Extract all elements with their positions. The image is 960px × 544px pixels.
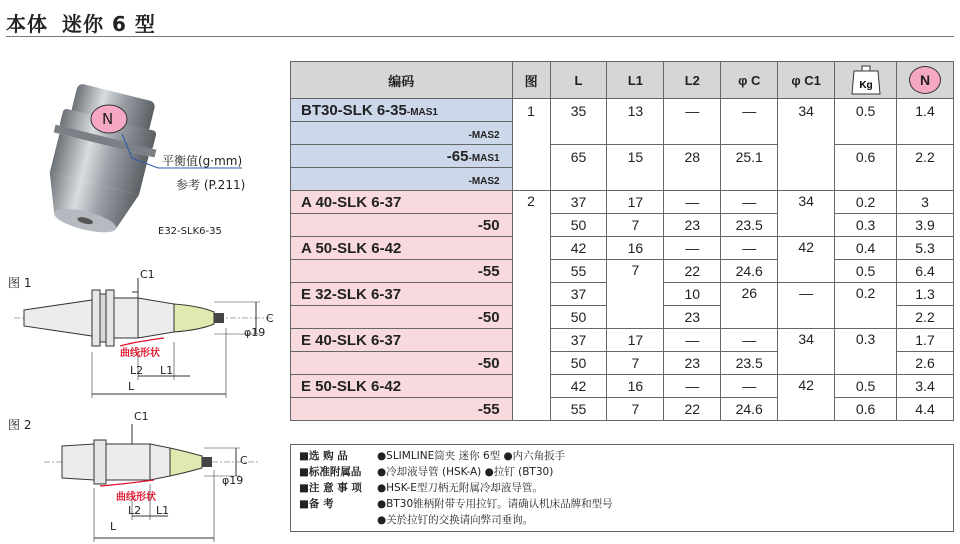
weight-cell: 0.4	[835, 237, 897, 260]
code-cell: E 50-SLK 6-42	[291, 375, 513, 398]
l1-cell: 7	[607, 398, 664, 421]
fig-cell: 2	[512, 191, 550, 421]
code-cell: -MAS2	[291, 122, 513, 145]
phic-cell: —	[721, 99, 778, 145]
l2-cell: 23	[664, 306, 721, 329]
figure2-label: 图 2	[8, 418, 32, 432]
weight-cell: 0.6	[835, 398, 897, 421]
table-row	[291, 191, 954, 214]
n-cell: 3.9	[897, 214, 954, 237]
weight-cell: 0.6	[835, 145, 897, 191]
code-cell: -50	[291, 306, 513, 329]
fig1-curve-label: 曲线形状	[120, 348, 160, 359]
l-cell: 50	[550, 306, 607, 329]
table-row	[291, 398, 954, 421]
col-l: L	[550, 62, 607, 99]
balance-note: 平衡值(g·mm)	[162, 154, 243, 168]
l2-cell: 22	[664, 260, 721, 283]
fig2-c1: C1	[134, 410, 149, 423]
fig1-l1: L1	[160, 364, 174, 377]
l2-cell: 10	[664, 283, 721, 306]
weight-cell: 0.5	[835, 375, 897, 398]
table-row	[291, 329, 954, 352]
note-row: ■注 意 事 项 ●HSK-E型刀柄无附属冷却液导管。	[299, 482, 543, 494]
phic-cell: 23.5	[721, 352, 778, 375]
l-cell: 50	[550, 214, 607, 237]
l-cell: 42	[550, 375, 607, 398]
fig2-c: C	[240, 454, 248, 467]
code-cell: -50	[291, 352, 513, 375]
table-row	[291, 214, 954, 237]
n-cell: 1.3	[897, 283, 954, 306]
col-n	[897, 62, 954, 99]
l2-cell: —	[664, 237, 721, 260]
table-row	[291, 260, 954, 283]
col-fig: 图	[512, 62, 550, 99]
phic-cell: 23.5	[721, 214, 778, 237]
photo-caption: E32-SLK6-35	[158, 226, 222, 237]
code-cell: -65-MAS1	[291, 145, 513, 168]
l1-cell: 13	[607, 99, 664, 145]
col-l1: L1	[607, 62, 664, 99]
fig1-c: C	[266, 312, 274, 325]
code-cell: A 50-SLK 6-42	[291, 237, 513, 260]
phic-cell: —	[721, 237, 778, 260]
code-cell: BT30-SLK 6-35-MAS1	[291, 99, 513, 122]
col-code: 编码	[291, 62, 513, 99]
n-cell: 1.7	[897, 329, 954, 352]
code-cell: E 40-SLK 6-37	[291, 329, 513, 352]
fig1-l2: L2	[130, 364, 144, 377]
l2-cell: 28	[664, 145, 721, 191]
fig1-l: L	[128, 380, 135, 393]
n-cell: 3	[897, 191, 954, 214]
col-l2: L2	[664, 62, 721, 99]
note-row: ●关於拉钉的交换请向弊司垂询。	[377, 514, 534, 526]
l-cell: 37	[550, 283, 607, 306]
l2-cell: 23	[664, 352, 721, 375]
spec-table	[290, 61, 954, 421]
l2-cell: 22	[664, 398, 721, 421]
phic-cell: —	[721, 329, 778, 352]
reference-note: 参考 (P.211)	[176, 178, 246, 192]
n-cell: 1.4	[897, 99, 954, 145]
l-cell: 37	[550, 191, 607, 214]
table-row	[291, 375, 954, 398]
phic1-cell: 34	[778, 191, 835, 237]
phic-cell: 25.1	[721, 145, 778, 191]
l1-cell: 7	[607, 214, 664, 237]
n-cell: 3.4	[897, 375, 954, 398]
fig1-phi19: φ19	[244, 326, 266, 339]
fig1-c1: C1	[140, 268, 155, 281]
table-row	[291, 237, 954, 260]
l-cell: 42	[550, 237, 607, 260]
note-row: ■标准附属品 ●冷却液导管 (HSK-A) ●拉钉 (BT30)	[299, 466, 554, 478]
n-cell: 6.4	[897, 260, 954, 283]
l1-cell: 17	[607, 191, 664, 214]
phic1-cell: 34	[778, 99, 835, 191]
fig2-l: L	[110, 520, 117, 533]
n-cell: 2.2	[897, 145, 954, 191]
weight-cell: 0.2	[835, 283, 897, 329]
l-cell: 65	[550, 145, 607, 191]
n-cell: 5.3	[897, 237, 954, 260]
l1-cell: 7	[607, 260, 664, 329]
phic-cell: 26	[721, 283, 778, 329]
phic1-cell: 42	[778, 375, 835, 421]
weight-cell: 0.3	[835, 214, 897, 237]
weight-cell: 0.2	[835, 191, 897, 214]
l-cell: 50	[550, 352, 607, 375]
l1-cell: 16	[607, 375, 664, 398]
note-row: ■备 考 ●BT30锥柄附带专用拉钉。请确认机床品牌和型号	[299, 498, 613, 510]
table-row	[291, 145, 954, 168]
weight-icon-label: Kg	[858, 80, 873, 91]
l2-cell: —	[664, 329, 721, 352]
code-cell: -55	[291, 398, 513, 421]
n-cell: 2.6	[897, 352, 954, 375]
page-title: 本体 迷你 6 型	[6, 12, 156, 36]
l-cell: 55	[550, 398, 607, 421]
note-row: ■选 购 品 ●SLIMLINE筒夹 迷你 6型 ●内六角扳手	[299, 450, 566, 462]
notes-box	[290, 444, 954, 532]
table-header-row	[291, 62, 954, 99]
l1-cell: 15	[607, 145, 664, 191]
phic-cell: 24.6	[721, 260, 778, 283]
col-phic: φ C	[721, 62, 778, 99]
photo-callout-line	[118, 120, 248, 180]
n-column-badge: N	[909, 66, 941, 94]
code-cell: -MAS2	[291, 168, 513, 191]
l-cell: 35	[550, 99, 607, 145]
l-cell: 55	[550, 260, 607, 283]
phic-cell: —	[721, 191, 778, 214]
phic-cell: 24.6	[721, 398, 778, 421]
phic1-cell: —	[778, 283, 835, 329]
code-cell: -50	[291, 214, 513, 237]
phic1-cell: 34	[778, 329, 835, 375]
l1-cell: 17	[607, 329, 664, 352]
code-cell: E 32-SLK 6-37	[291, 283, 513, 306]
code-cell: -55	[291, 260, 513, 283]
n-cell: 2.2	[897, 306, 954, 329]
l1-cell: 7	[607, 352, 664, 375]
fig2-phi19: φ19	[222, 474, 244, 487]
code-cell: A 40-SLK 6-37	[291, 191, 513, 214]
l2-cell: —	[664, 191, 721, 214]
fig2-l1: L1	[156, 504, 170, 517]
fig2-l2: L2	[128, 504, 142, 517]
phic1-cell: 42	[778, 237, 835, 283]
n-badge-label: N	[102, 110, 114, 128]
l2-cell: —	[664, 375, 721, 398]
col-weight	[835, 62, 897, 99]
figure1-label: 图 1	[8, 276, 32, 290]
col-phic1: φ C1	[778, 62, 835, 99]
weight-icon	[850, 64, 882, 96]
phic-cell: —	[721, 375, 778, 398]
n-cell: 4.4	[897, 398, 954, 421]
l2-cell: —	[664, 99, 721, 145]
title-rule	[6, 36, 954, 37]
table-row	[291, 99, 954, 122]
fig2-curve-label: 曲线形状	[116, 492, 156, 503]
l1-cell: 16	[607, 237, 664, 260]
l2-cell: 23	[664, 214, 721, 237]
fig-cell: 1	[512, 99, 550, 191]
l-cell: 37	[550, 329, 607, 352]
weight-cell: 0.3	[835, 329, 897, 375]
weight-cell: 0.5	[835, 99, 897, 145]
weight-cell: 0.5	[835, 260, 897, 283]
